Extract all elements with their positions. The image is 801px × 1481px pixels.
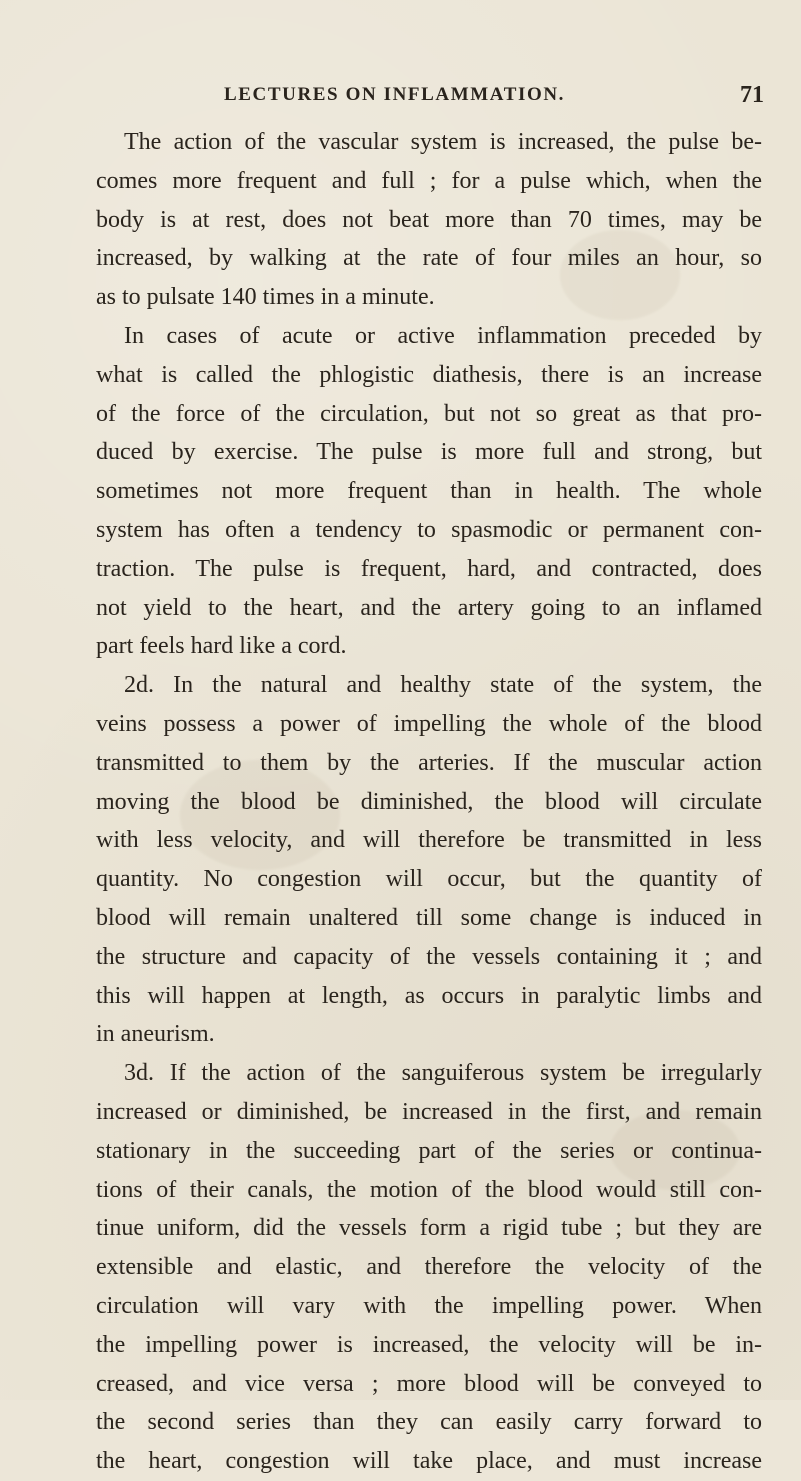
text-line: increased or diminished, be increased in the first, and remain <box>96 1098 762 1125</box>
text-line: tions of their canals, the motion of the blood would still con- <box>96 1176 762 1203</box>
text-line: traction. The pulse is frequent, hard, and contracted, does <box>96 555 762 582</box>
text-line: quantity. No congestion will occur, but the quantity of <box>96 866 762 893</box>
text-line: the structure and capacity of the vessels containing it ; and <box>96 943 762 970</box>
text-line: sometimes not more frequent than in health. The whole <box>96 478 762 505</box>
text-line: extensible and elastic, and therefore the velocity of the <box>96 1254 762 1281</box>
text-line: tinue uniform, did the vessels form a rigid tube ; but they are <box>96 1215 762 1242</box>
text-line: transmitted to them by the arteries. If the muscular action <box>96 749 762 776</box>
text-line: 3d. If the action of the sanguiferous system be irregularly <box>124 1060 762 1087</box>
text-line: with less velocity, and will therefore be transmitted in less <box>96 827 762 854</box>
text-line: the heart, congestion will take place, and must increase <box>96 1448 762 1475</box>
page-number: 71 <box>740 82 764 108</box>
text-line: system has often a tendency to spasmodic or permanent con- <box>96 516 762 543</box>
text-line: In cases of acute or active inflammation preceded by <box>124 322 762 349</box>
text-line: this will happen at length, as occurs in paralytic limbs and <box>96 982 762 1009</box>
text-line: veins possess a power of impelling the whole of the blood <box>96 710 762 737</box>
text-line: part feels hard like a cord. <box>96 633 347 660</box>
text-line: moving the blood be diminished, the blood will circulate <box>96 788 762 815</box>
text-line: comes more frequent and full ; for a pulse which, when the <box>96 167 762 194</box>
text-line: the impelling power is increased, the velocity will be in- <box>96 1331 762 1358</box>
body-text <box>96 123 762 1481</box>
text-line: in aneurism. <box>96 1021 215 1048</box>
text-line: as to pulsate 140 times in a minute. <box>96 284 435 311</box>
text-line: what is called the phlogistic diathesis, there is an increase <box>96 361 762 388</box>
text-line: of the force of the circulation, but not so great as that pro- <box>96 400 762 427</box>
text-line: 2d. In the natural and healthy state of the system, the <box>124 672 762 699</box>
text-line: duced by exercise. The pulse is more full and strong, but <box>96 439 762 466</box>
text-line: not yield to the heart, and the artery going to an inflamed <box>96 594 762 621</box>
text-line: the second series than they can easily carry forward to <box>96 1409 762 1436</box>
text-line: creased, and vice versa ; more blood will be conveyed to <box>96 1370 762 1397</box>
text-line: body is at rest, does not beat more than 70 times, may be <box>96 206 762 233</box>
text-line: stationary in the succeeding part of the series or continua- <box>96 1137 762 1164</box>
text-line: The action of the vascular system is increased, the pulse be- <box>124 129 762 155</box>
text-line: increased, by walking at the rate of four miles an hour, so <box>96 245 762 272</box>
text-line: circulation will vary with the impelling power. When <box>96 1292 762 1319</box>
running-head: LECTURES ON INFLAMMATION. <box>224 84 566 105</box>
page-header <box>224 84 764 114</box>
text-line: blood will remain unaltered till some change is induced in <box>96 904 762 931</box>
